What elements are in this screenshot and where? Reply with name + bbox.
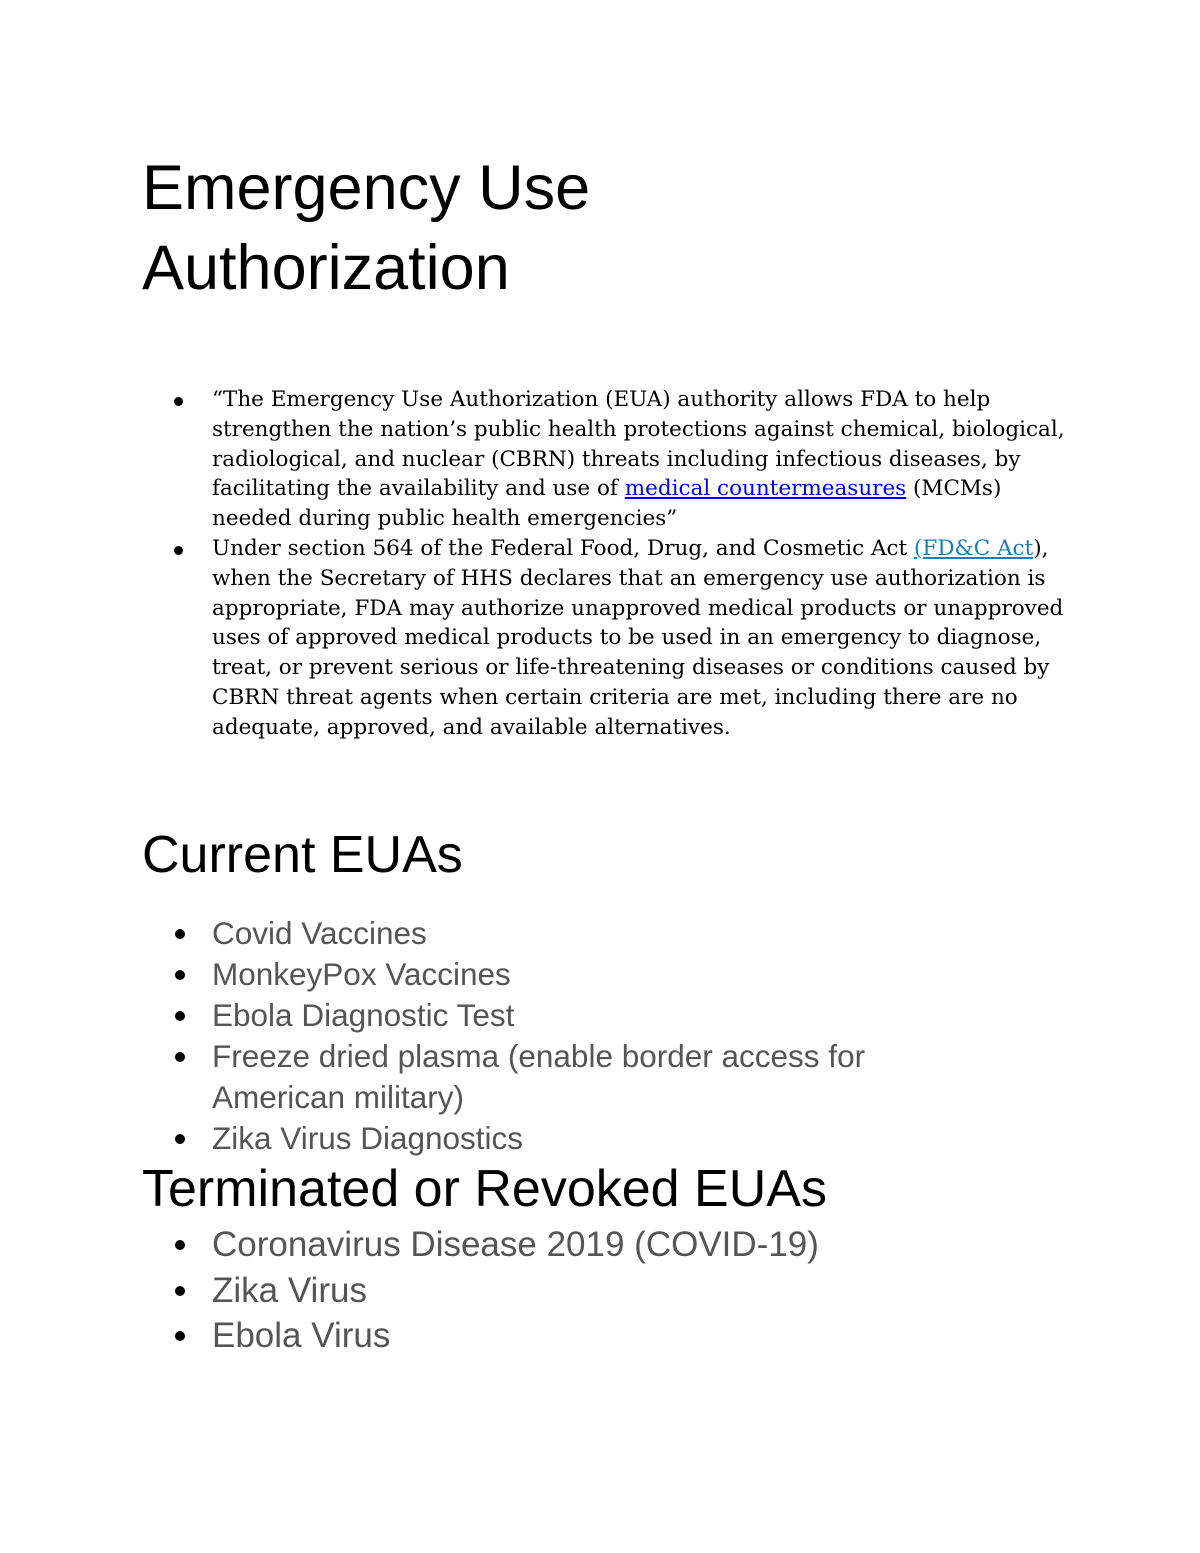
list-item bbox=[212, 995, 972, 1036]
terminated-euas-heading: Terminated or Revoked EUAs bbox=[142, 1160, 827, 1218]
terminated-euas-list bbox=[212, 1222, 972, 1359]
bullet-icon bbox=[175, 929, 185, 939]
medical-countermeasures-link[interactable]: medical countermeasures bbox=[624, 476, 907, 502]
list-item-text: Coronavirus Disease 2019 (COVID-19) bbox=[212, 1225, 819, 1264]
list-item-text: Freeze dried plasma (enable border access for American military) bbox=[212, 1038, 866, 1115]
list-item-text: Ebola Virus bbox=[212, 1316, 391, 1355]
list-item-text: Zika Virus Diagnostics bbox=[212, 1120, 524, 1156]
current-euas-list bbox=[212, 913, 972, 1159]
bullet-icon bbox=[174, 397, 183, 406]
list-item bbox=[212, 1268, 972, 1314]
current-euas-heading: Current EUAs bbox=[142, 826, 463, 884]
page-title-line-2: Authorization bbox=[142, 233, 510, 303]
intro-bullet-list bbox=[212, 385, 1072, 743]
list-item bbox=[212, 1222, 972, 1268]
bullet-icon bbox=[175, 1331, 185, 1341]
bullet-icon bbox=[175, 1134, 185, 1144]
bullet-text: (MCMs) needed during public health emergencies” bbox=[212, 476, 1002, 532]
list-item bbox=[212, 534, 1072, 743]
list-item-text: MonkeyPox Vaccines bbox=[212, 956, 511, 992]
bullet-text: ), when the Secretary of HHS declares that an emergency use authorization is appropriate, FDA may authorize unapproved medical products or unapproved uses of approved medical products to be used in an emergency to diagnose, treat, or prevent serious or life-threatening diseases or conditions caused by CBRN threat agents when certain criteria are met, including there are no adequate, approved, and available alternatives. bbox=[212, 535, 1064, 740]
bullet-icon bbox=[175, 1286, 185, 1296]
list-item bbox=[212, 1036, 972, 1118]
page-title bbox=[142, 148, 1042, 308]
fdc-act-link[interactable]: (FD&C Act bbox=[914, 535, 1034, 561]
bullet-icon bbox=[175, 1011, 185, 1021]
bullet-icon bbox=[175, 1052, 185, 1062]
list-item bbox=[212, 913, 972, 954]
bullet-icon bbox=[175, 1240, 185, 1250]
list-item bbox=[212, 385, 1072, 534]
bullet-text: “The Emergency Use Authorization (EUA) authority allows FDA to help strengthen the nation’s public health protections against chemical, biological, radiological, and nuclear (CBRN) threats including infectious diseases, by facilitating the availability and use of bbox=[212, 387, 1065, 502]
bullet-icon bbox=[174, 546, 183, 555]
list-item bbox=[212, 1118, 972, 1159]
list-item-text: Covid Vaccines bbox=[212, 915, 427, 951]
page-title-line-1: Emergency Use bbox=[142, 153, 591, 223]
list-item bbox=[212, 954, 972, 995]
list-item-text: Ebola Diagnostic Test bbox=[212, 997, 515, 1033]
bullet-icon bbox=[175, 970, 185, 980]
list-item-text: Zika Virus bbox=[212, 1270, 367, 1310]
list-item bbox=[212, 1313, 972, 1359]
bullet-text: Under section 564 of the Federal Food, Drug, and Cosmetic Act bbox=[212, 535, 915, 561]
